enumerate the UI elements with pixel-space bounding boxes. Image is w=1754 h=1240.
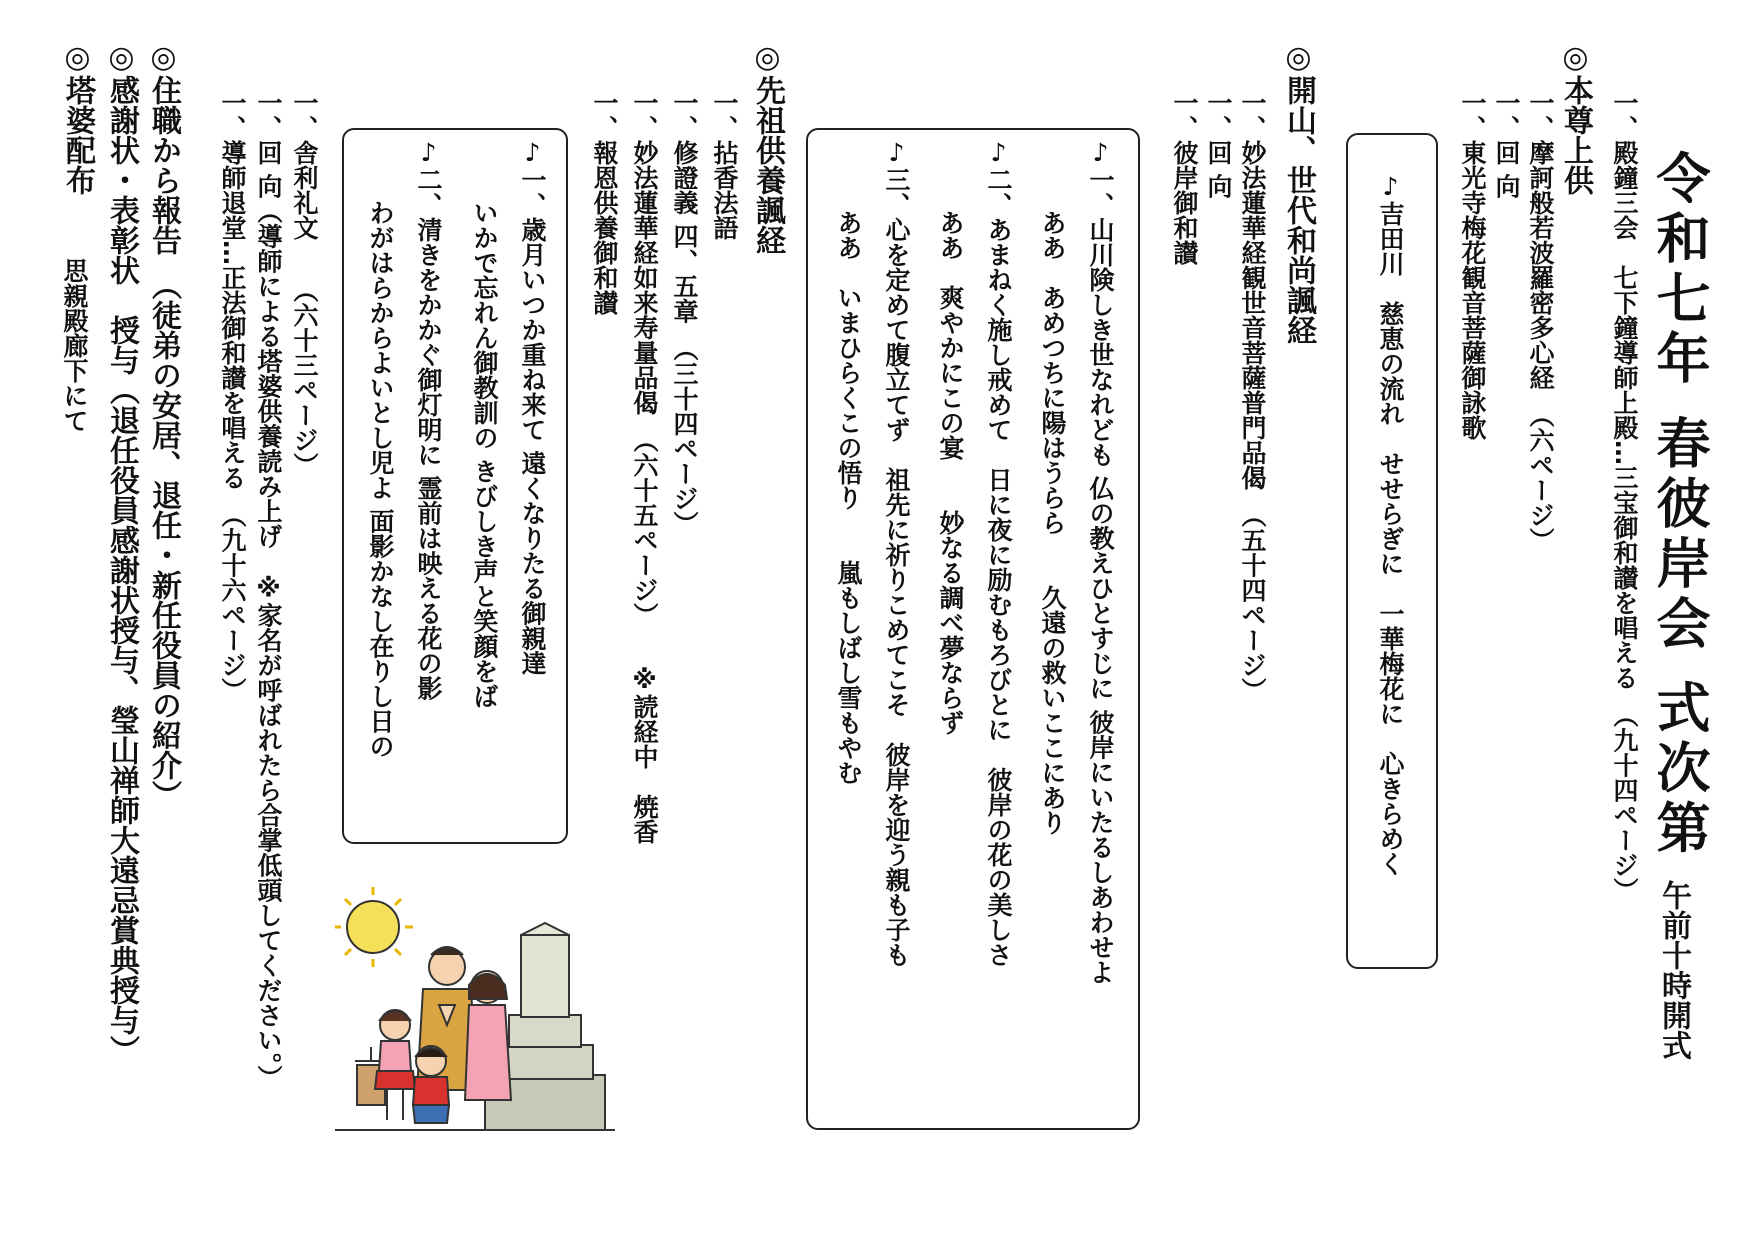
item-eko-2: 一、回 向 (1204, 90, 1233, 199)
item-eko-toba: 一、回 向（導師による塔婆供養読み上げ ※家名が呼ばれたら合掌低頭してください。） (254, 90, 283, 1091)
family-praying-illustration (335, 875, 615, 1140)
heading-jushoku-hokoku: ◎住職から報告 （徒弟の安居、退任・新任役員の紹介） (146, 40, 181, 810)
heading-kaisan-sedai: ◎開山、世代和尚諷経 (1281, 40, 1316, 345)
song-verse3-line2: ああ いまひらくこの悟り 嵐もしばし雪もやむ (834, 210, 863, 785)
mother-figure (465, 971, 511, 1100)
item-bell-ceremony: 一、殿鐘三会 七下鐘導師上殿…三宝御和讃を唱える （九十四ページ） (1610, 90, 1639, 903)
song3-verse1-line1: ♪一、歳月いつか重ね来て 遠くなりたる御親達 (518, 138, 547, 676)
item-fumonbon: 一、妙法蓮華経観世音菩薩普門品偈 （五十四ページ） (1238, 90, 1267, 703)
item-hoon-wasan: 一、報恩供養御和讃 (590, 90, 619, 315)
item-eko-1: 一、回 向 (1492, 90, 1521, 199)
song3-verse2-line1: ♪二、清きをかかぐ御灯明に 霊前は映える花の影 (414, 138, 443, 701)
item-shushogi: 一、修證義 四、五章 （三十四ページ） (670, 90, 699, 537)
item-nenko-hogo: 一、拈香法語 (710, 90, 739, 240)
heading-senzo-kuyo: ◎先祖供養諷経 (750, 40, 785, 255)
song-verse3-line1: ♪三、心を定めて腹立てず 祖先に祈りこめてこそ 彼岸を迎う親も子も (882, 138, 911, 967)
song3-verse1-line2: いかで忘れん御教訓の きびしき声と笑顔をば (470, 200, 499, 709)
item-goeika: 一、東光寺梅花観音菩薩御詠歌 (1458, 90, 1487, 440)
sun-icon (335, 887, 413, 967)
item-shariraimon: 一、舎利礼文 （六十三ページ） (290, 90, 319, 478)
song-verse1-line1: ♪一、山川険しき世なれども 仏の教えひとすじに 彼岸にいたるしあわせよ (1086, 138, 1115, 985)
song-verse2-line2: ああ 爽やかにこの宴 妙なる調べ夢ならず (936, 210, 965, 735)
item-heart-sutra: 一、摩訶般若波羅密多心経 （六ページ） (1526, 90, 1555, 553)
boy-figure (413, 1046, 449, 1123)
page-title: 令和七年 春彼岸会 式次第 (1648, 150, 1711, 860)
song-verse2-line1: ♪二、あまねく施し戒めて 日に夜に励むもろびとに 彼岸の花の美しさ (984, 138, 1013, 967)
item-taido: 一、導師退堂…正法御和讃を唱える （九十六ページ） (218, 90, 247, 703)
heading-toba-haifu: ◎塔婆配布 (60, 40, 95, 195)
song-line-yoshidagawa: ♪吉田川 慈恵の流れ せせらぎに 一華梅花に 心きらめく (1376, 172, 1405, 876)
note-toba-location: 思親殿廊下にて (60, 258, 89, 433)
heading-kanshajo: ◎感謝状・表彰状 授与（退任役員感謝状授与、瑩山禅師大遠忌賞典授与） (104, 40, 139, 1065)
item-higan-wasan: 一、彼岸御和讃 (1170, 90, 1199, 265)
opening-time: 午前十時開式 (1656, 880, 1691, 1060)
song3-verse2-line2: わがはらからよいとし児よ 面影かなし在りし日の (366, 200, 395, 759)
item-juryohon: 一、妙法蓮華経如来寿量品偈 （六十五ページ） ※読経中 焼香 (630, 90, 659, 844)
heading-honzon-jogu: ◎本尊上供 (1558, 40, 1593, 195)
song-verse1-line2: ああ あめつちに陽はうらら 久遠の救いここにあり (1038, 210, 1067, 835)
